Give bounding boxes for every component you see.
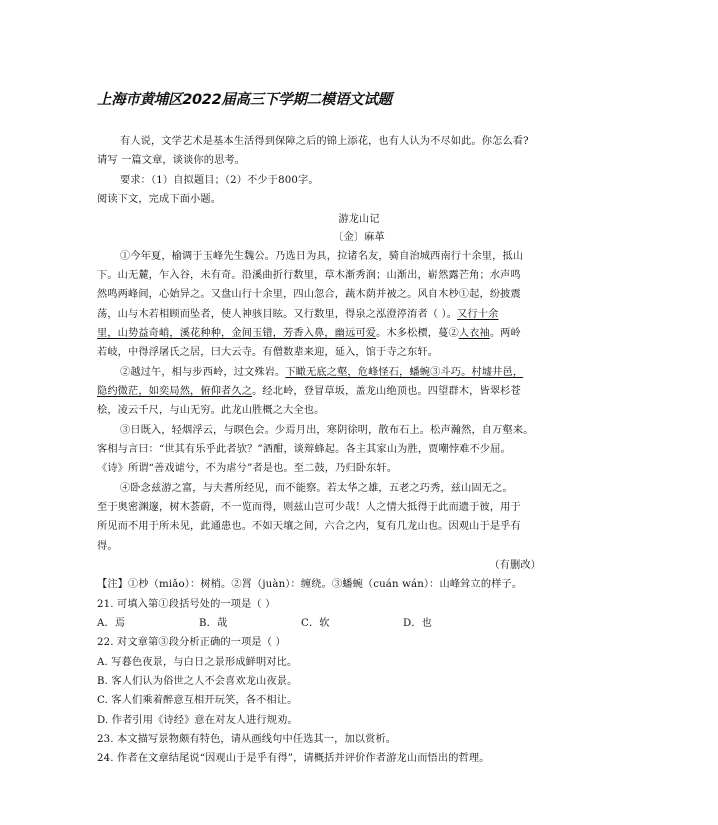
para2-line-2: [97, 385, 521, 399]
para1-line-6: 若岐，中得浮屠氏之居，曰大云寺。有僧数辈来迎，延入，馆于寺之东轩。: [97, 347, 439, 358]
question-22-stem: 22. 对文章第③段分析正确的一项是（ ）: [97, 637, 286, 648]
question-22-option-c: C. 客人们乘着醉意互相开玩笑，各不相让。: [97, 695, 298, 706]
essay-prompt-line-2: 请写 一篇文章，谈谈你的思考。: [97, 155, 246, 166]
question-24: 24. 作者在文章结尾说“因观山于是乎有得”，请概括并评价作者游龙山而悟出的哲理。: [97, 753, 490, 764]
para2-line-1: [120, 366, 523, 380]
essay-requirements: 要求：（1）自拟题目；（2）不少于800字。: [120, 175, 319, 186]
question-22-option-b: B. 客人们认为俗世之人不会喜欢龙山夜景。: [97, 676, 298, 687]
para1-line-4: [97, 308, 498, 322]
underlined-sentence-1c: 金间玉错，芳香入鼻，幽远可爱: [231, 328, 377, 339]
para3-line-3: 《诗》所谓“善戏谑兮，不为虐兮”者是也。至二鼓，乃归卧东轩。: [97, 463, 398, 474]
document-title: 上海市黄埔区2022届高三下学期二模语文试题: [97, 92, 392, 108]
reading-instruction: 阅读下文，完成下面小题。: [97, 194, 222, 205]
passage-title: 游龙山记: [338, 214, 380, 225]
abridged-note: （有删改）: [489, 560, 541, 571]
question-23: 23. 本文描写景物颇有特色，请从画线句中任选其一，加以赏析。: [97, 734, 397, 745]
footnote: 【注】①杪（miǎo）：树梢。②罥（juàn）：缠绕。③蟠蜿（cuán wán）：山峰耸立的样子。: [97, 579, 523, 590]
para2-line-2-text: 。经北岭，登冒草坂，盖龙山绝顶也。四望群木，皆翠杉苍: [252, 386, 521, 397]
para1-line-3: 然鸣两峰间，心始异之。又盘山行十余里，四山忽合，蔬木荫并被之。风自木杪①起，纷披震: [97, 289, 521, 300]
question-22-option-d: D. 作者引用《诗经》意在对友人进行规劝。: [97, 715, 298, 726]
para1-line-5-end: 。两岭: [489, 328, 521, 339]
underlined-sentence-1b: 里，山势益奇峭，溪花种种，: [97, 328, 232, 339]
para1-line-1: ①今年夏，榆调于玉峰先生魏公。乃选日为具，拉诸名友，骑自治城西南行十余里，抵山: [120, 251, 524, 262]
para1-line-4-text: 荡，山与木若相顾而坠者，使人神骇目眩。又行数里，得泉之泓澄渟淯者（ ）。: [97, 309, 458, 320]
underlined-sentence-1a: 又行十余: [457, 309, 499, 320]
underlined-sentence-2b: 隐约微茫，如奕局然，俯仰者久之: [97, 386, 253, 397]
passage-author: 〔金〕麻革: [333, 232, 385, 243]
para4-line-4: 得。: [97, 541, 118, 552]
para2-line-3: 桧，凌云千尺，与山无穷。此龙山胜概之大全也。: [97, 405, 325, 416]
para4-line-1: ④卧念兹游之富，与夫耆所经见，而不能察。若太华之雄，五老之巧秀，兹山固无之。: [120, 483, 513, 494]
underlined-sentence-2a: 下瞰无底之壑，危峰怪石，蟠蜿③斗巧。村墟井邑，: [285, 367, 524, 378]
question-22-option-a: A. 写暮色夜景，与白日之景形成鲜明对比。: [97, 657, 298, 668]
para4-line-3: 所见而不用于所未见，此通患也。不如天壤之间，六合之内，复有几龙山也。因观山于是乎有: [97, 521, 521, 532]
para1-line-5: [97, 327, 521, 341]
question-21-option-c: C．软: [301, 618, 330, 629]
para3-line-2: 客相与言曰：“世其有乐乎此者欤？”酒酣，谈辩蜂起。各主其家山为胜，贾嘲悖难不少屈。: [97, 444, 511, 455]
question-21-option-d: D．也: [403, 618, 432, 629]
para2-line-1-text: ②越过午，相与步西岭，过文殊岩。: [120, 367, 286, 378]
para1-line-2: 下。山无麓，乍入谷，未有奇。沿溪曲折行数里，草木渐秀润；山渐出，崭然露芒角；水声鸣: [97, 270, 521, 281]
para1-line-5-text: 。木多松槚，蔓②: [376, 328, 459, 339]
underlined-sentence-1d: 人衣袖: [458, 328, 490, 339]
para4-line-2: 至于奥密渊邃，树木荟蔚，不一览而得，则兹山岂可少哉！人之情大抵得于此而遗于彼，用于: [97, 502, 521, 513]
question-21-stem: 21. 可填入第①段括号处的一项是（ ）: [97, 599, 276, 610]
essay-prompt-line-1: 有人说，文学艺术是基本生活得到保障之后的锦上添花，也有人认为不尽如此。你怎么看?: [120, 136, 529, 147]
question-21-option-a: A．焉: [97, 618, 126, 629]
para3-line-1: ③日既入，轻烟浮云，与暝色会。少焉月出，寒阴徐明，散布石上。松声瀚然，自万壑来。: [120, 425, 534, 436]
question-21-option-b: B．哉: [199, 618, 228, 629]
